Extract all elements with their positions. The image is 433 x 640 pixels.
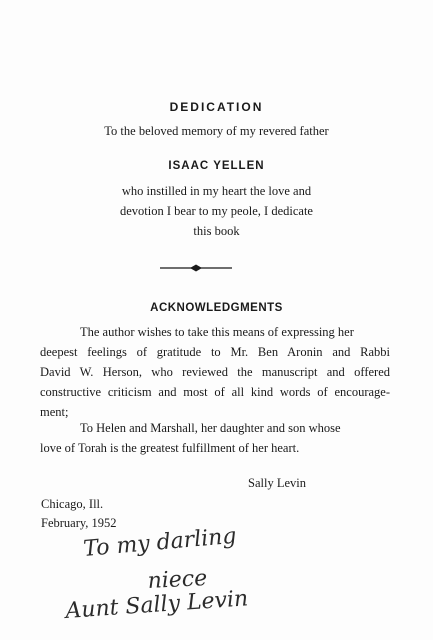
paragraph-line: David W. Herson, who reviewed the manuscript and offered	[40, 365, 390, 379]
divider-ornament-icon	[160, 262, 232, 274]
paragraph-line: The author wishes to take this means of expressing her	[80, 325, 354, 339]
paragraph-line: ment;	[40, 405, 69, 419]
dedication-body-line: who instilled in my heart the love and	[121, 184, 312, 198]
acknowledgments-paragraph	[40, 322, 390, 422]
date: February, 1952	[41, 516, 117, 530]
dedication-line: To the beloved memory of my revered father	[104, 124, 329, 138]
place: Chicago, Ill.	[41, 497, 104, 511]
author-signature: Sally Levin	[248, 476, 306, 490]
inscription-line: Aunt Sally Levin	[64, 586, 249, 624]
dedication-body-line: devotion I bear to my peole, I dedicate	[120, 204, 313, 218]
inscription-line: niece	[147, 565, 208, 594]
handwritten-inscription	[0, 510, 433, 640]
acknowledgments-title: ACKNOWLEDGMENTS	[150, 302, 283, 314]
inscription-line: To my darling	[82, 523, 238, 562]
acknowledgments-paragraph	[40, 418, 390, 458]
paragraph-line: To Helen and Marshall, her daughter and son whose	[80, 421, 341, 435]
dedication-title: DEDICATION	[169, 100, 264, 114]
paragraph-line: constructive criticism and most of all kind words of encourage-	[40, 385, 390, 399]
paragraph-line: deepest feelings of gratitude to Mr. Ben Aronin and Rabbi	[40, 345, 390, 359]
paragraph-line: love of Torah is the greatest fulfillment of her heart.	[40, 441, 300, 455]
dedication-body-line: this book	[193, 224, 240, 238]
dedicatee-name: ISAAC YELLEN	[168, 160, 265, 172]
